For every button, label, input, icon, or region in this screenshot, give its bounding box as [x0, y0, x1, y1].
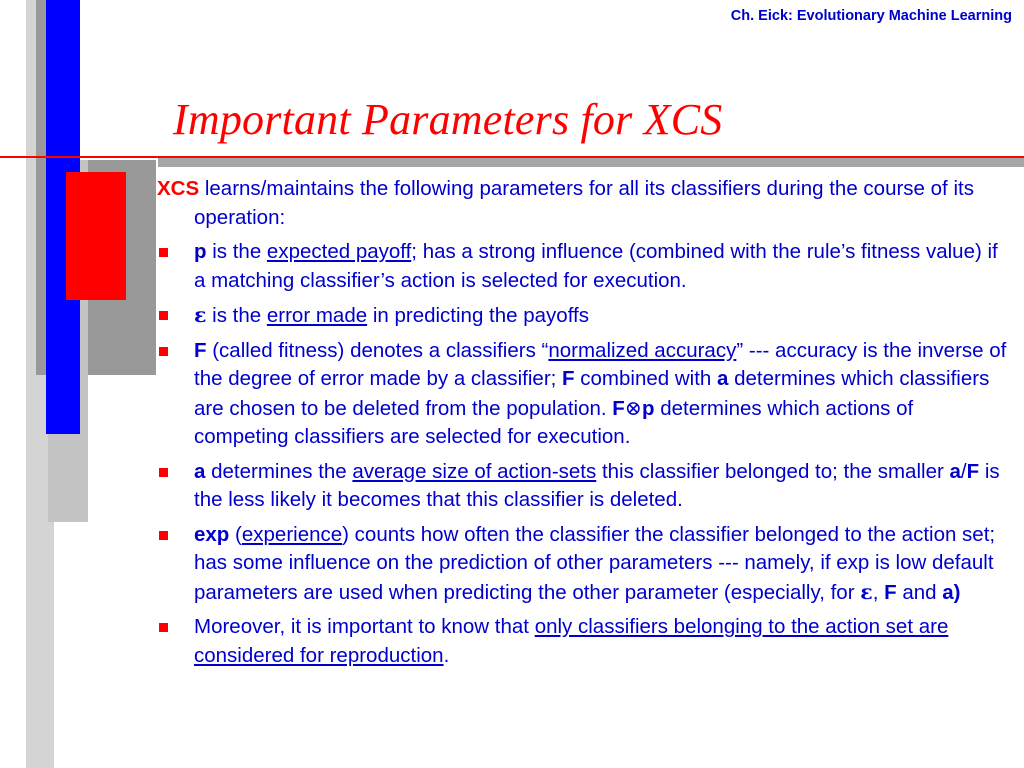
text: ) counts how often the classifier the classifier belonged to the action set; has some influence on the prediction of other parameters --- namely, if exp is low default parameters are used when predicting the other parameter (especially, for: [194, 522, 996, 604]
list-item-p: [157, 238, 1012, 295]
intro-text: learns/maintains the following parameters for all its classifiers during the course of its operation:: [194, 177, 974, 229]
text: this classifier belonged to; the smaller: [596, 459, 950, 483]
decor-white-notch: [80, 0, 158, 160]
text: (: [229, 522, 242, 546]
bullet-icon: [159, 623, 168, 632]
header-credit: Ch. Eick: Evolutionary Machine Learning: [730, 8, 1012, 24]
list-item-reproduction: [157, 613, 1012, 670]
parameter-list: [157, 238, 1012, 670]
term-experience: experience: [241, 522, 343, 546]
text: .: [443, 643, 450, 667]
symbol-f: F: [562, 367, 575, 390]
symbol-f: F: [966, 459, 980, 483]
text: and: [896, 580, 943, 604]
text: determines the: [205, 459, 353, 483]
text: determines which classifiers are chosen to be deleted from the population.: [194, 367, 990, 420]
text: Moreover, it is important to know that: [194, 615, 535, 638]
term-normalized-accuracy: normalized accuracy: [548, 338, 737, 362]
intro-lead: XCS: [157, 177, 200, 200]
symbol-f: F: [884, 580, 897, 604]
symbol-f: F: [612, 396, 625, 420]
symbol-f: F: [194, 338, 207, 362]
list-item-a: [157, 458, 1012, 515]
symbol-a: a: [949, 459, 961, 483]
list-item-f: [157, 337, 1012, 452]
bullet-icon: [159, 311, 168, 320]
symbol-p: p: [194, 240, 207, 263]
bullet-icon: [159, 468, 168, 477]
term-error-made: error made: [266, 304, 368, 327]
intro-paragraph: [157, 175, 1012, 232]
text: combined with: [574, 367, 718, 390]
symbol-epsilon: ε: [860, 579, 873, 604]
text: ” --- accuracy is the inverse of the degree of error made by a classifier;: [194, 338, 1007, 390]
bullet-icon: [159, 531, 168, 540]
bullet-icon: [159, 347, 168, 356]
text: ,: [872, 580, 885, 604]
slash: /: [960, 459, 967, 483]
slide-body: [157, 175, 1012, 676]
symbol-a: a): [942, 580, 961, 604]
symbol-epsilon: ε: [194, 303, 207, 327]
term-expected-payoff: expected payoff: [266, 240, 412, 263]
text: determines which actions of competing classifiers are selected for execution.: [194, 396, 914, 448]
term-average-size-of-action-sets: average size of action-sets: [352, 459, 597, 483]
otimes-operator: ⊗: [624, 395, 642, 420]
bullet-icon: [159, 248, 168, 257]
list-item-epsilon: [157, 301, 1012, 331]
text: is the less likely it becomes that this classifier is deleted.: [194, 459, 1000, 511]
slide-title: Important Parameters for XCS: [173, 95, 723, 144]
decor-red-block: [66, 172, 126, 300]
text: is the: [206, 240, 267, 263]
text: ; has a strong influence (combined with the rule’s fitness value) if a matching classifier’s action is selected for execution.: [194, 240, 998, 292]
symbol-a: a: [194, 459, 206, 483]
symbol-p: p: [641, 396, 655, 420]
text: in predicting the payoffs: [367, 304, 589, 327]
text: is the: [206, 304, 267, 327]
text: (called fitness) denotes a classifiers “: [206, 338, 549, 362]
list-item-exp: [157, 521, 1012, 608]
symbol-a: a: [717, 367, 729, 390]
symbol-exp: exp: [194, 522, 230, 546]
term-reproduction-rule: only classifiers belonging to the action set are considered for reproduction: [194, 615, 949, 667]
title-rule-grey: [158, 158, 1024, 167]
